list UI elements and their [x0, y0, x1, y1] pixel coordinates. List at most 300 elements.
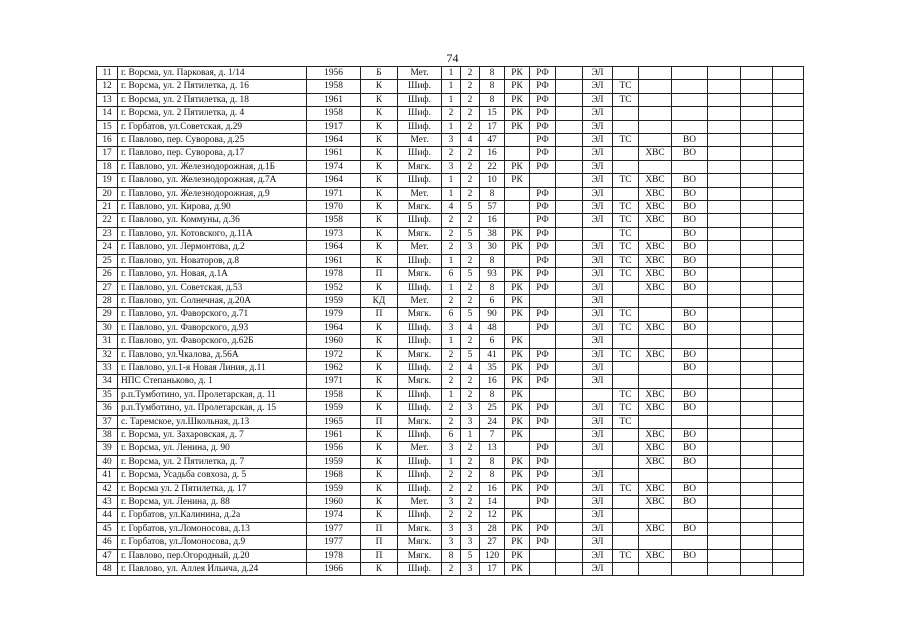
- entrances-cell: 4: [461, 361, 480, 374]
- blank-col-cell: [556, 361, 583, 374]
- table-row: [97, 428, 804, 441]
- roof-type-cell: Шиф.: [398, 335, 442, 348]
- blank-col-cell: [556, 93, 583, 106]
- apartments-cell: 6: [480, 335, 505, 348]
- roof-type-cell: Шиф.: [398, 455, 442, 468]
- table-row: [97, 254, 804, 267]
- heating-cell: ТС: [613, 388, 639, 401]
- apartments-cell: 13: [480, 442, 505, 455]
- extra-col-2-cell: [741, 321, 773, 334]
- address-cell: с. Таремское, ул.Школьная, д.13: [118, 415, 307, 428]
- sewerage-cell: ВО: [672, 522, 708, 535]
- apartments-cell: 8: [480, 254, 505, 267]
- sewerage-cell: ВО: [672, 442, 708, 455]
- extra-col-1-cell: [708, 120, 741, 133]
- roof-type-cell: Мет.: [398, 294, 442, 307]
- address-cell: г. Ворсма, ул. Парковая, д. 1/14: [118, 67, 307, 80]
- floors-cell: 6: [442, 268, 461, 281]
- roof-type-cell: Мягк.: [398, 227, 442, 240]
- roof-type-cell: Мягк.: [398, 415, 442, 428]
- blank-col-cell: [556, 147, 583, 160]
- rf-flag-cell: РФ: [530, 134, 556, 147]
- extra-col-2-cell: [741, 415, 773, 428]
- cold-water-cell: ХВС: [639, 428, 672, 441]
- row-number-cell: 35: [97, 388, 118, 401]
- rk-flag-cell: РК: [505, 375, 530, 388]
- floors-cell: 3: [442, 321, 461, 334]
- sewerage-cell: ВО: [672, 227, 708, 240]
- cold-water-cell: [639, 227, 672, 240]
- cold-water-cell: [639, 509, 672, 522]
- heating-cell: ТС: [613, 214, 639, 227]
- build-year-cell: 1959: [307, 294, 361, 307]
- table-row: [97, 227, 804, 240]
- heating-cell: [613, 67, 639, 80]
- apartments-cell: 8: [480, 469, 505, 482]
- table-row: [97, 455, 804, 468]
- sewerage-cell: ВО: [672, 268, 708, 281]
- extra-col-2-cell: [741, 147, 773, 160]
- rk-flag-cell: РК: [505, 549, 530, 562]
- heating-cell: ТС: [613, 308, 639, 321]
- row-number-cell: 14: [97, 107, 118, 120]
- apartments-cell: 8: [480, 455, 505, 468]
- row-number-cell: 44: [97, 509, 118, 522]
- sewerage-cell: [672, 160, 708, 173]
- floors-cell: 3: [442, 134, 461, 147]
- address-cell: г. Павлово, ул. Кирова, д.90: [118, 201, 307, 214]
- sewerage-cell: ВО: [672, 455, 708, 468]
- floors-cell: 1: [442, 254, 461, 267]
- electricity-cell: ЭЛ: [583, 375, 613, 388]
- extra-col-1-cell: [708, 294, 741, 307]
- address-cell: р.п.Тумботино, ул. Пролетарская, д. 11: [118, 388, 307, 401]
- apartments-cell: 8: [480, 93, 505, 106]
- electricity-cell: ЭЛ: [583, 107, 613, 120]
- roof-type-cell: Мягк.: [398, 522, 442, 535]
- cold-water-cell: ХВС: [639, 442, 672, 455]
- row-number-cell: 11: [97, 67, 118, 80]
- blank-col-cell: [556, 509, 583, 522]
- address-cell: г. Ворсма, ул. Ленина, д. 90: [118, 442, 307, 455]
- extra-col-2-cell: [741, 402, 773, 415]
- entrances-cell: 3: [461, 241, 480, 254]
- apartments-cell: 35: [480, 361, 505, 374]
- blank-col-cell: [556, 160, 583, 173]
- extra-col-3-cell: [773, 120, 804, 133]
- heating-cell: [613, 509, 639, 522]
- cold-water-cell: ХВС: [639, 522, 672, 535]
- row-number-cell: 42: [97, 482, 118, 495]
- extra-col-2-cell: [741, 428, 773, 441]
- floors-cell: 2: [442, 214, 461, 227]
- table-row: [97, 187, 804, 200]
- blank-col-cell: [556, 214, 583, 227]
- rk-flag-cell: РК: [505, 241, 530, 254]
- extra-col-2-cell: [741, 509, 773, 522]
- electricity-cell: ЭЛ: [583, 402, 613, 415]
- extra-col-1-cell: [708, 80, 741, 93]
- rf-flag-cell: РФ: [530, 281, 556, 294]
- entrances-cell: 5: [461, 268, 480, 281]
- wall-material-cell: П: [361, 308, 398, 321]
- wall-material-cell: П: [361, 536, 398, 549]
- roof-type-cell: Шиф.: [398, 563, 442, 576]
- rk-flag-cell: [505, 147, 530, 160]
- address-cell: г. Павлово, ул. Аллея Ильича, д.24: [118, 563, 307, 576]
- floors-cell: 2: [442, 227, 461, 240]
- table-row: [97, 201, 804, 214]
- blank-col-cell: [556, 415, 583, 428]
- floors-cell: 1: [442, 335, 461, 348]
- entrances-cell: 4: [461, 134, 480, 147]
- extra-col-3-cell: [773, 563, 804, 576]
- rf-flag-cell: [530, 174, 556, 187]
- address-cell: г. Горбатов, ул.Ломоносова, д.13: [118, 522, 307, 535]
- rk-flag-cell: РК: [505, 361, 530, 374]
- cold-water-cell: ХВС: [639, 549, 672, 562]
- table-row: [97, 67, 804, 80]
- build-year-cell: 1959: [307, 402, 361, 415]
- extra-col-3-cell: [773, 241, 804, 254]
- extra-col-2-cell: [741, 348, 773, 361]
- electricity-cell: [583, 388, 613, 401]
- row-number-cell: 36: [97, 402, 118, 415]
- cold-water-cell: ХВС: [639, 241, 672, 254]
- entrances-cell: 2: [461, 107, 480, 120]
- build-year-cell: 1966: [307, 563, 361, 576]
- extra-col-2-cell: [741, 308, 773, 321]
- extra-col-2-cell: [741, 241, 773, 254]
- extra-col-3-cell: [773, 294, 804, 307]
- electricity-cell: ЭЛ: [583, 563, 613, 576]
- extra-col-1-cell: [708, 268, 741, 281]
- cold-water-cell: ХВС: [639, 388, 672, 401]
- extra-col-1-cell: [708, 348, 741, 361]
- wall-material-cell: К: [361, 134, 398, 147]
- address-cell: г. Горбатов, ул.Советская, д.29: [118, 120, 307, 133]
- cold-water-cell: ХВС: [639, 455, 672, 468]
- heating-cell: ТС: [613, 93, 639, 106]
- sewerage-cell: ВО: [672, 308, 708, 321]
- extra-col-1-cell: [708, 375, 741, 388]
- floors-cell: 1: [442, 174, 461, 187]
- extra-col-1-cell: [708, 563, 741, 576]
- sewerage-cell: [672, 415, 708, 428]
- address-cell: г. Павлово, ул. Лермонтова, д.2: [118, 241, 307, 254]
- extra-col-3-cell: [773, 415, 804, 428]
- extra-col-3-cell: [773, 375, 804, 388]
- rf-flag-cell: РФ: [530, 455, 556, 468]
- heating-cell: ТС: [613, 402, 639, 415]
- rf-flag-cell: [530, 509, 556, 522]
- sewerage-cell: [672, 375, 708, 388]
- blank-col-cell: [556, 563, 583, 576]
- heating-cell: [613, 469, 639, 482]
- blank-col-cell: [556, 227, 583, 240]
- entrances-cell: 4: [461, 321, 480, 334]
- address-cell: г. Ворсма, ул. 2 Пятилетка, д. 4: [118, 107, 307, 120]
- rf-flag-cell: РФ: [530, 227, 556, 240]
- address-cell: г. Павлово, ул. Железнодорожная, д.9: [118, 187, 307, 200]
- roof-type-cell: Шиф.: [398, 402, 442, 415]
- apartments-cell: 16: [480, 214, 505, 227]
- wall-material-cell: П: [361, 415, 398, 428]
- extra-col-1-cell: [708, 388, 741, 401]
- sewerage-cell: ВО: [672, 174, 708, 187]
- extra-col-2-cell: [741, 442, 773, 455]
- apartments-cell: 47: [480, 134, 505, 147]
- floors-cell: 2: [442, 147, 461, 160]
- heating-cell: [613, 455, 639, 468]
- entrances-cell: 2: [461, 281, 480, 294]
- roof-type-cell: Шиф.: [398, 281, 442, 294]
- electricity-cell: [583, 227, 613, 240]
- sewerage-cell: ВО: [672, 496, 708, 509]
- address-cell: НПС Степаньково, д. 1: [118, 375, 307, 388]
- blank-col-cell: [556, 134, 583, 147]
- extra-col-2-cell: [741, 482, 773, 495]
- row-number-cell: 40: [97, 455, 118, 468]
- rf-flag-cell: РФ: [530, 442, 556, 455]
- row-number-cell: 48: [97, 563, 118, 576]
- electricity-cell: [583, 455, 613, 468]
- extra-col-2-cell: [741, 455, 773, 468]
- table-row: [97, 147, 804, 160]
- rf-flag-cell: РФ: [530, 214, 556, 227]
- cold-water-cell: [639, 93, 672, 106]
- extra-col-1-cell: [708, 402, 741, 415]
- rk-flag-cell: [505, 321, 530, 334]
- rf-flag-cell: РФ: [530, 241, 556, 254]
- blank-col-cell: [556, 67, 583, 80]
- address-cell: г. Павлово, ул. Коммуны, д.36: [118, 214, 307, 227]
- floors-cell: 2: [442, 294, 461, 307]
- rf-flag-cell: РФ: [530, 268, 556, 281]
- blank-col-cell: [556, 187, 583, 200]
- apartments-cell: 48: [480, 321, 505, 334]
- blank-col-cell: [556, 241, 583, 254]
- build-year-cell: 1961: [307, 254, 361, 267]
- extra-col-1-cell: [708, 227, 741, 240]
- blank-col-cell: [556, 321, 583, 334]
- extra-col-2-cell: [741, 281, 773, 294]
- rf-flag-cell: РФ: [530, 67, 556, 80]
- electricity-cell: ЭЛ: [583, 67, 613, 80]
- extra-col-2-cell: [741, 375, 773, 388]
- electricity-cell: ЭЛ: [583, 241, 613, 254]
- table-row: [97, 482, 804, 495]
- roof-type-cell: Шиф.: [398, 107, 442, 120]
- roof-type-cell: Мет.: [398, 187, 442, 200]
- rk-flag-cell: [505, 254, 530, 267]
- apartments-cell: 90: [480, 308, 505, 321]
- rf-flag-cell: РФ: [530, 415, 556, 428]
- roof-type-cell: Шиф.: [398, 361, 442, 374]
- rf-flag-cell: РФ: [530, 482, 556, 495]
- rk-flag-cell: РК: [505, 80, 530, 93]
- address-cell: г. Павлово, ул. Новаторов, д.8: [118, 254, 307, 267]
- wall-material-cell: К: [361, 482, 398, 495]
- electricity-cell: ЭЛ: [583, 160, 613, 173]
- roof-type-cell: Мет.: [398, 134, 442, 147]
- table-row: [97, 294, 804, 307]
- build-year-cell: 1958: [307, 107, 361, 120]
- build-year-cell: 1978: [307, 549, 361, 562]
- address-cell: г. Павлово, ул. Фаворского, д.93: [118, 321, 307, 334]
- electricity-cell: ЭЛ: [583, 147, 613, 160]
- roof-type-cell: Мет.: [398, 496, 442, 509]
- entrances-cell: 3: [461, 563, 480, 576]
- wall-material-cell: К: [361, 361, 398, 374]
- wall-material-cell: К: [361, 174, 398, 187]
- extra-col-3-cell: [773, 107, 804, 120]
- build-year-cell: 1973: [307, 227, 361, 240]
- extra-col-3-cell: [773, 496, 804, 509]
- row-number-cell: 34: [97, 375, 118, 388]
- apartments-cell: 28: [480, 522, 505, 535]
- electricity-cell: ЭЛ: [583, 361, 613, 374]
- electricity-cell: ЭЛ: [583, 187, 613, 200]
- rk-flag-cell: [505, 496, 530, 509]
- wall-material-cell: К: [361, 281, 398, 294]
- extra-col-3-cell: [773, 227, 804, 240]
- electricity-cell: ЭЛ: [583, 120, 613, 133]
- entrances-cell: 2: [461, 375, 480, 388]
- build-year-cell: 1959: [307, 482, 361, 495]
- table-row: [97, 469, 804, 482]
- heating-cell: ТС: [613, 348, 639, 361]
- sewerage-cell: ВО: [672, 361, 708, 374]
- extra-col-1-cell: [708, 214, 741, 227]
- floors-cell: 1: [442, 120, 461, 133]
- cold-water-cell: ХВС: [639, 201, 672, 214]
- address-cell: г. Павлово, ул. Фаворского, д.62Б: [118, 335, 307, 348]
- extra-col-1-cell: [708, 496, 741, 509]
- rk-flag-cell: РК: [505, 563, 530, 576]
- apartments-cell: 25: [480, 402, 505, 415]
- roof-type-cell: Мягк.: [398, 268, 442, 281]
- rk-flag-cell: РК: [505, 335, 530, 348]
- blank-col-cell: [556, 201, 583, 214]
- table-row: [97, 496, 804, 509]
- sewerage-cell: ВО: [672, 241, 708, 254]
- extra-col-1-cell: [708, 442, 741, 455]
- entrances-cell: 2: [461, 187, 480, 200]
- extra-col-1-cell: [708, 335, 741, 348]
- table-row: [97, 388, 804, 401]
- rf-flag-cell: РФ: [530, 308, 556, 321]
- row-number-cell: 26: [97, 268, 118, 281]
- extra-col-2-cell: [741, 563, 773, 576]
- rk-flag-cell: РК: [505, 174, 530, 187]
- apartments-cell: 8: [480, 281, 505, 294]
- floors-cell: 8: [442, 549, 461, 562]
- heating-cell: [613, 160, 639, 173]
- blank-col-cell: [556, 455, 583, 468]
- address-cell: г. Ворсма ул. 2 Пятилетка, д. 17: [118, 482, 307, 495]
- extra-col-3-cell: [773, 455, 804, 468]
- extra-col-3-cell: [773, 361, 804, 374]
- rk-flag-cell: РК: [505, 268, 530, 281]
- wall-material-cell: К: [361, 496, 398, 509]
- wall-material-cell: К: [361, 428, 398, 441]
- address-cell: г. Павлово, ул. Котовского, д.11А: [118, 227, 307, 240]
- row-number-cell: 46: [97, 536, 118, 549]
- wall-material-cell: К: [361, 563, 398, 576]
- rk-flag-cell: РК: [505, 415, 530, 428]
- floors-cell: 2: [442, 482, 461, 495]
- sewerage-cell: [672, 67, 708, 80]
- rf-flag-cell: РФ: [530, 120, 556, 133]
- wall-material-cell: К: [361, 335, 398, 348]
- electricity-cell: ЭЛ: [583, 134, 613, 147]
- extra-col-2-cell: [741, 201, 773, 214]
- floors-cell: 2: [442, 375, 461, 388]
- wall-material-cell: К: [361, 469, 398, 482]
- electricity-cell: ЭЛ: [583, 201, 613, 214]
- floors-cell: 1: [442, 281, 461, 294]
- rk-flag-cell: РК: [505, 469, 530, 482]
- cold-water-cell: ХВС: [639, 174, 672, 187]
- sewerage-cell: ВО: [672, 254, 708, 267]
- sewerage-cell: [672, 335, 708, 348]
- row-number-cell: 45: [97, 522, 118, 535]
- rf-flag-cell: [530, 563, 556, 576]
- address-cell: г. Павлово, ул. Железнодорожная, д.7А: [118, 174, 307, 187]
- heating-cell: [613, 428, 639, 441]
- cold-water-cell: [639, 294, 672, 307]
- table-row: [97, 268, 804, 281]
- rf-flag-cell: РФ: [530, 522, 556, 535]
- roof-type-cell: Шиф.: [398, 93, 442, 106]
- electricity-cell: ЭЛ: [583, 428, 613, 441]
- sewerage-cell: ВО: [672, 428, 708, 441]
- floors-cell: 2: [442, 241, 461, 254]
- address-cell: г. Павлово, ул. Фаворского, д.71: [118, 308, 307, 321]
- entrances-cell: 2: [461, 482, 480, 495]
- extra-col-1-cell: [708, 160, 741, 173]
- heating-cell: ТС: [613, 134, 639, 147]
- wall-material-cell: К: [361, 375, 398, 388]
- wall-material-cell: П: [361, 522, 398, 535]
- heating-cell: [613, 281, 639, 294]
- wall-material-cell: К: [361, 201, 398, 214]
- entrances-cell: 2: [461, 160, 480, 173]
- table-row: [97, 361, 804, 374]
- table-row: [97, 160, 804, 173]
- heating-cell: [613, 361, 639, 374]
- address-cell: г. Ворсма, ул. 2 Пятилетка, д. 18: [118, 93, 307, 106]
- extra-col-2-cell: [741, 522, 773, 535]
- rk-flag-cell: РК: [505, 402, 530, 415]
- rk-flag-cell: РК: [505, 160, 530, 173]
- table-row: [97, 348, 804, 361]
- wall-material-cell: К: [361, 187, 398, 200]
- extra-col-1-cell: [708, 361, 741, 374]
- entrances-cell: 2: [461, 442, 480, 455]
- table-row: [97, 321, 804, 334]
- rk-flag-cell: РК: [505, 482, 530, 495]
- table-row: [97, 308, 804, 321]
- roof-type-cell: Шиф.: [398, 388, 442, 401]
- build-year-cell: 1960: [307, 496, 361, 509]
- cold-water-cell: [639, 308, 672, 321]
- roof-type-cell: Шиф.: [398, 482, 442, 495]
- heating-cell: ТС: [613, 415, 639, 428]
- roof-type-cell: Шиф.: [398, 80, 442, 93]
- wall-material-cell: К: [361, 80, 398, 93]
